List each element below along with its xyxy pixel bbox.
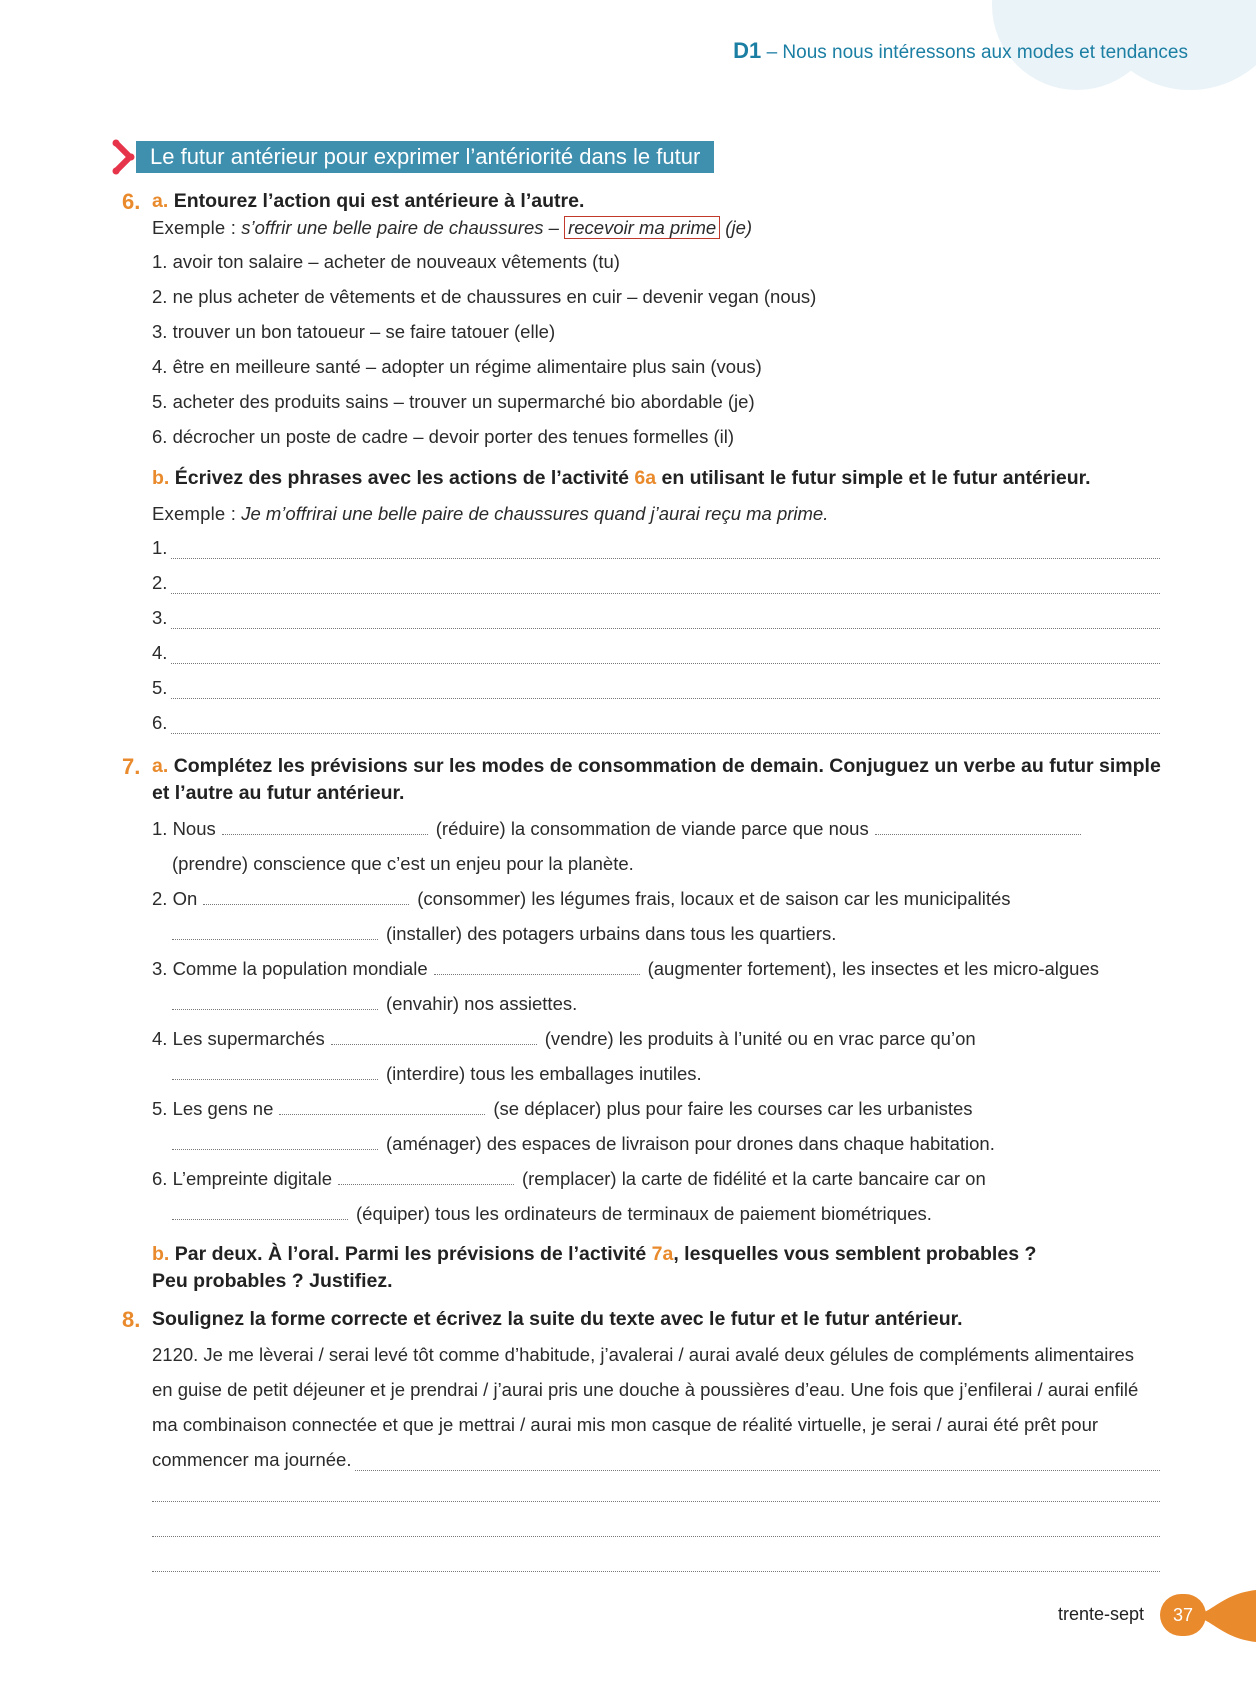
item-text: 3. Comme la population mondiale — [152, 958, 428, 979]
exercise-instruction — [152, 190, 1166, 212]
instruction-text: Entourez l’action qui est antérieure à l’autre. — [173, 190, 585, 212]
list-item — [152, 1098, 1166, 1120]
list-item-continuation — [172, 1203, 1166, 1225]
fill-blank[interactable] — [331, 1029, 537, 1045]
instruction-text: et l’autre au futur antérieur. — [152, 782, 405, 804]
list-item-continuation: (prendre) conscience que c’est un enjeu pour la planète. — [172, 853, 634, 874]
sub-label: b. — [152, 467, 170, 489]
answer-line[interactable] — [152, 677, 1160, 699]
item-text: (envahir) nos assiettes. — [386, 993, 578, 1014]
item-text: (augmenter fortement), les insectes et les micro-algues — [647, 958, 1099, 979]
list-item — [152, 888, 1166, 910]
instruction-text: , lesquelles vous semblent probables ? — [673, 1243, 1037, 1265]
exercise-instruction — [152, 467, 1166, 489]
fill-blank[interactable] — [172, 924, 378, 940]
answer-number: 1. — [152, 537, 168, 558]
activity-reference: 7a — [651, 1243, 674, 1265]
page-number-words: trente-sept — [1058, 1604, 1145, 1624]
answer-line[interactable] — [152, 572, 1160, 594]
example-circled-answer: recevoir ma prime — [564, 216, 720, 239]
item-text: 2. On — [152, 888, 198, 909]
item-text: (vendre) les produits à l’unité ou en vrac parce qu’on — [544, 1028, 976, 1049]
exercise-instruction: Soulignez la forme correcte et écrivez la suite du texte avec le futur et le futur antérieur. — [152, 1308, 963, 1330]
fill-blank[interactable] — [172, 1134, 378, 1150]
item-text: (consommer) les légumes frais, locaux et de saison car les municipalités — [417, 888, 1011, 909]
answer-line[interactable] — [152, 1554, 1160, 1572]
answer-line[interactable] — [152, 1449, 1160, 1471]
example-label: Exemple : — [152, 217, 237, 238]
instruction-text: Par deux. À l’oral. Parmi les prévisions de l’activité — [174, 1243, 647, 1265]
paragraph-line: 2120. Je me lèverai / serai levé tôt comme d’habitude, j’avalerai / aurai avalé deux gélules de compléments alimentaires — [152, 1344, 1135, 1365]
fill-blank[interactable] — [279, 1099, 485, 1115]
answer-line[interactable] — [152, 607, 1160, 629]
answer-number: 6. — [152, 712, 168, 733]
item-text: 5. Les gens ne — [152, 1098, 274, 1119]
unit-code: D1 — [733, 38, 762, 63]
instruction-text: Peu probables ? Justifiez. — [152, 1270, 393, 1292]
item-text: (installer) des potagers urbains dans tous les quartiers. — [386, 923, 837, 944]
example-line — [152, 217, 1166, 239]
instruction-text: Complétez les prévisions sur les modes de consommation de demain. Conjuguez un verbe au futur simple — [173, 755, 1161, 777]
list-item-continuation — [172, 1063, 1166, 1085]
item-text: (réduire) la consommation de viande parce que nous — [435, 818, 869, 839]
list-item: 5. acheter des produits sains – trouver un supermarché bio abordable (je) — [152, 391, 755, 412]
item-text: 1. Nous — [152, 818, 216, 839]
activity-reference: 6a — [634, 467, 657, 489]
fill-blank[interactable] — [172, 1204, 348, 1220]
answer-number: 2. — [152, 572, 168, 593]
section-title: Le futur antérieur pour exprimer l’antériorité dans le futur — [136, 141, 714, 173]
list-item-continuation — [172, 993, 1166, 1015]
paragraph-line: en guise de petit déjeuner et je prendrai / j’aurai pris une douche à poussières d’eau. Une fois que j’enfilerai / aurai enfilé — [152, 1379, 1139, 1400]
sub-label: a. — [152, 755, 169, 777]
instruction-text: Écrivez des phrases avec les actions de l’activité — [174, 467, 629, 489]
list-item: 4. être en meilleure santé – adopter un régime alimentaire plus sain (vous) — [152, 356, 762, 377]
item-text: (se déplacer) plus pour faire les courses car les urbanistes — [493, 1098, 973, 1119]
item-text: 4. Les supermarchés — [152, 1028, 325, 1049]
item-text: 6. L’empreinte digitale — [152, 1168, 332, 1189]
list-item: 3. trouver un bon tatoueur – se faire tatouer (elle) — [152, 321, 556, 342]
answer-number: 3. — [152, 607, 168, 628]
list-item — [152, 1028, 1166, 1050]
fill-blank[interactable] — [875, 819, 1081, 835]
list-item-continuation — [172, 923, 1166, 945]
instruction-text: en utilisant le futur simple et le futur antérieur. — [661, 467, 1091, 489]
fill-blank[interactable] — [203, 889, 409, 905]
example-line — [152, 503, 1166, 525]
list-item-continuation — [172, 1133, 1166, 1155]
item-text: (équiper) tous les ordinateurs de terminaux de paiement biométriques. — [356, 1203, 932, 1224]
paragraph-line-end: commencer ma journée. — [152, 1449, 352, 1470]
exercise-instruction — [152, 1243, 1166, 1265]
sub-label: b. — [152, 1243, 170, 1265]
fill-blank[interactable] — [172, 1064, 378, 1080]
list-item: 1. avoir ton salaire – acheter de nouveaux vêtements (tu) — [152, 251, 620, 272]
answer-line[interactable] — [152, 537, 1160, 559]
answer-number: 5. — [152, 677, 168, 698]
exercise-number: 7. — [122, 754, 141, 779]
answer-number: 4. — [152, 642, 168, 663]
item-text: (aménager) des espaces de livraison pour drones dans chaque habitation. — [386, 1133, 995, 1154]
page-header — [733, 38, 1188, 64]
page-number: 37 — [1160, 1594, 1206, 1636]
fill-blank[interactable] — [338, 1169, 514, 1185]
section-banner — [112, 140, 714, 174]
list-item — [152, 818, 1166, 840]
sub-label: a. — [152, 190, 169, 212]
list-item: 6. décrocher un poste de cadre – devoir porter des tenues formelles (il) — [152, 426, 735, 447]
example-text: s’offrir une belle paire de chaussures – — [241, 217, 559, 238]
fill-blank[interactable] — [434, 959, 640, 975]
list-item — [152, 1168, 1166, 1190]
item-text: (remplacer) la carte de fidélité et la carte bancaire car on — [521, 1168, 986, 1189]
item-text: (interdire) tous les emballages inutiles. — [386, 1063, 702, 1084]
exercise-number: 6. — [122, 189, 141, 214]
example-label: Exemple : — [152, 503, 237, 524]
exercise-instruction — [152, 755, 1166, 777]
list-item — [152, 958, 1166, 980]
answer-line[interactable] — [152, 1519, 1160, 1537]
answer-line[interactable] — [152, 1484, 1160, 1502]
exercise-number: 8. — [122, 1307, 141, 1332]
chevron-right-icon — [112, 139, 140, 175]
unit-title: – Nous nous intéressons aux modes et tendances — [766, 42, 1188, 63]
example-text: (je) — [725, 217, 753, 238]
paragraph-line: ma combinaison connectée et que je mettrai / aurai mis mon casque de réalité virtuelle, je serai / aurai été prêt pour — [152, 1414, 1099, 1435]
list-item: 2. ne plus acheter de vêtements et de chaussures en cuir – devenir vegan (nous) — [152, 286, 817, 307]
example-text: Je m’offrirai une belle paire de chaussures quand j’aurai reçu ma prime. — [241, 503, 829, 524]
fill-blank[interactable] — [172, 994, 378, 1010]
fill-blank[interactable] — [222, 819, 428, 835]
answer-line[interactable] — [152, 712, 1160, 734]
answer-line[interactable] — [152, 642, 1160, 664]
